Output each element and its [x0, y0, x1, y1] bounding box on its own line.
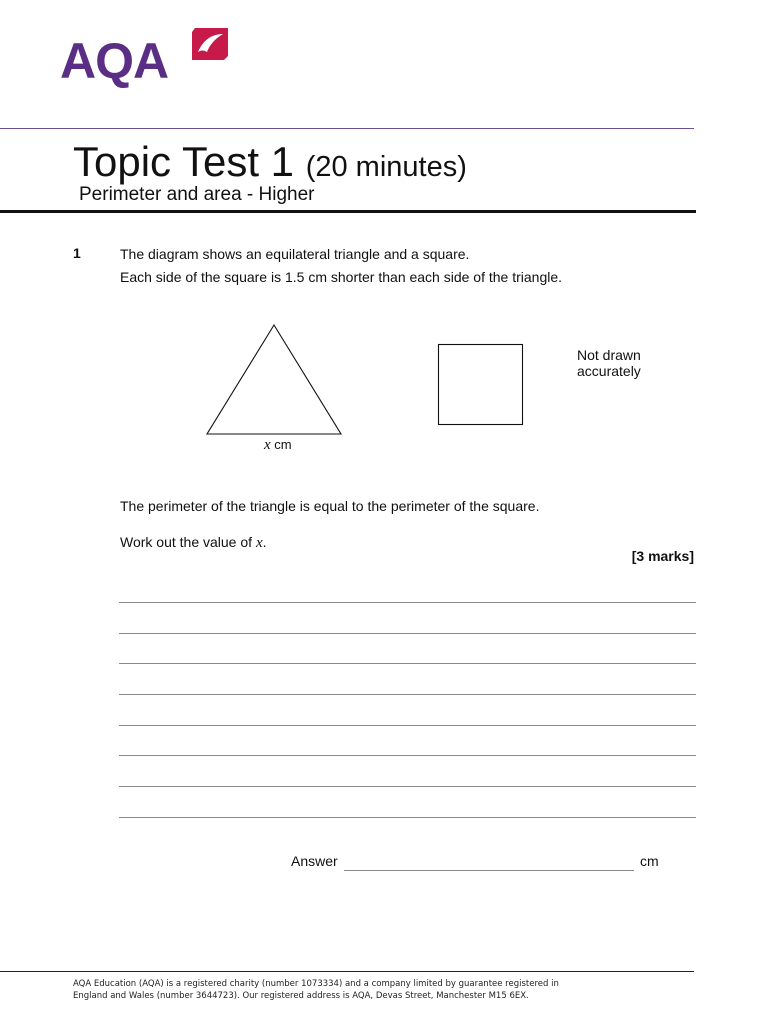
triangle-side-unit: cm — [270, 437, 292, 452]
working-line[interactable] — [119, 786, 696, 787]
note-line-1: Not drawn — [577, 347, 641, 363]
answer-unit: cm — [640, 853, 659, 869]
line4-variable: x — [255, 535, 263, 551]
question-line-3: The perimeter of the triangle is equal to the perimeter of the square. — [120, 498, 540, 514]
triangle-side-variable: x — [264, 437, 271, 453]
note-line-2: accurately — [577, 363, 641, 379]
triangle-side-label — [264, 437, 292, 454]
logo-swoosh-icon — [192, 28, 228, 64]
header-top-rule — [0, 128, 694, 129]
answer-label: Answer — [291, 853, 338, 869]
working-line[interactable] — [119, 663, 696, 664]
aqa-logo — [60, 28, 240, 88]
footer-line-2: England and Wales (number 3644723). Our registered address is AQA, Devas Street, Manchester M15 6EX. — [73, 991, 529, 1001]
not-drawn-accurately-note — [577, 347, 641, 379]
question-number: 1 — [73, 245, 81, 261]
working-line[interactable] — [119, 755, 696, 756]
page-subtitle: Perimeter and area - Higher — [79, 184, 315, 205]
working-line[interactable] — [119, 694, 696, 695]
question-line-2: Each side of the square is 1.5 cm shorter than each side of the triangle. — [120, 269, 563, 285]
equilateral-triangle — [207, 325, 341, 434]
title-duration: (20 minutes) — [305, 151, 467, 183]
line4-prefix: Work out the value of — [120, 534, 256, 550]
square-shape — [439, 345, 523, 425]
logo-text: AQA — [60, 33, 169, 89]
title-text: Topic Test 1 — [73, 138, 295, 185]
header-bottom-rule — [0, 210, 696, 213]
footer-rule — [0, 971, 694, 972]
question-line-1: The diagram shows an equilateral triangle and a square. — [120, 246, 470, 262]
marks-label: [3 marks] — [631, 548, 694, 564]
line4-suffix: . — [262, 534, 267, 550]
working-line[interactable] — [119, 602, 696, 603]
working-line[interactable] — [119, 633, 696, 634]
footer-legal-text — [73, 978, 633, 1002]
question-line-4 — [120, 533, 267, 552]
answer-field[interactable] — [344, 870, 634, 871]
working-line[interactable] — [119, 817, 696, 818]
working-line[interactable] — [119, 725, 696, 726]
working-area[interactable] — [119, 602, 696, 848]
question-diagram — [0, 300, 768, 480]
footer-line-1: AQA Education (AQA) is a registered charity (number 1073334) and a company limited by guarantee registered in — [73, 979, 559, 989]
